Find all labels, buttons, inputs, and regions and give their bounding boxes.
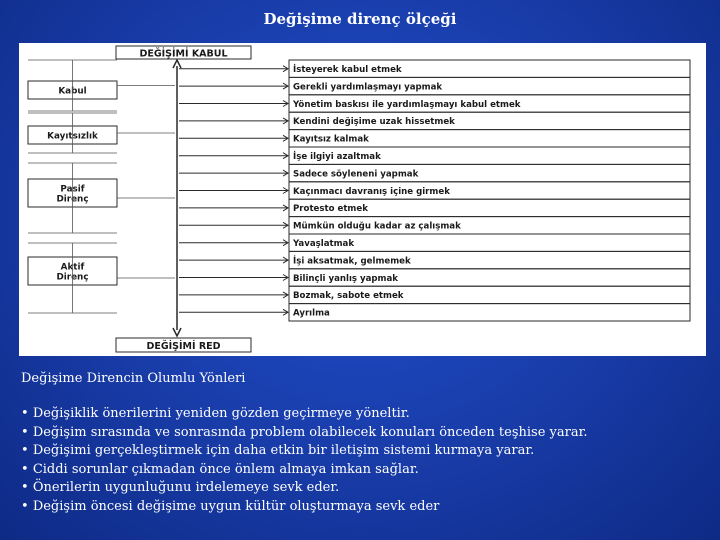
bullet-item: • Değişim sırasında ve sonrasında problem olabilecek konuları önceden teşhise yarar. bbox=[21, 424, 588, 443]
behavior-label: İşi aksatmak, gelmemek bbox=[293, 256, 411, 267]
behavior-label: İsteyerek kabul etmek bbox=[293, 65, 402, 75]
behavior-label: Bilinçli yanlış yapmak bbox=[293, 273, 399, 284]
category-label: Kayıtsızlık bbox=[47, 131, 98, 142]
behavior-label: Mümkün olduğu kadar az çalışmak bbox=[293, 221, 461, 232]
behavior-label: Gerekli yardımlaşmayı yapmak bbox=[293, 82, 443, 93]
diagram-canvas bbox=[19, 43, 706, 356]
behavior-label: Sadece söyleneni yapmak bbox=[293, 169, 419, 180]
bottom-label: DEĞİŞİMİ RED bbox=[146, 341, 221, 352]
behavior-label: Ayrılma bbox=[293, 308, 330, 319]
top-label: DEĞİŞİMİ KABUL bbox=[139, 48, 228, 60]
behavior-label: Kendini değişime uzak hissetmek bbox=[293, 117, 455, 128]
positive-aspects-heading: Değişime Direncin Olumlu Yönleri bbox=[21, 371, 246, 386]
category-label: Direnç bbox=[56, 272, 89, 283]
bullet-item: • Önerilerin uygunluğunu irdelemeye sevk eder. bbox=[21, 479, 588, 498]
behavior-label: Yönetim baskısı ile yardımlaşmayı kabul etmek bbox=[293, 99, 521, 110]
bullet-item: • Ciddi sorunlar çıkmadan önce önlem almaya imkan sağlar. bbox=[21, 461, 588, 480]
behavior-label: Bozmak, sabote etmek bbox=[293, 291, 404, 302]
behavior-label: Kayıtsız kalmak bbox=[293, 134, 369, 145]
bullet-item: • Değişiklik önerilerini yeniden gözden geçirmeye yöneltir. bbox=[21, 405, 588, 424]
bullet-item: • Değişimi gerçekleştirmek için daha etkin bir iletişim sistemi kurmaya yarar. bbox=[21, 442, 588, 461]
behavior-label: İşe ilgiyi azaltmak bbox=[293, 152, 381, 162]
category-label: Direnç bbox=[56, 194, 89, 205]
category-label: Pasif bbox=[60, 184, 85, 195]
behavior-row bbox=[289, 304, 690, 321]
category-label: Aktif bbox=[60, 262, 85, 273]
behavior-label: Kaçınmacı davranış içine girmek bbox=[293, 186, 450, 197]
positive-aspects-list bbox=[21, 405, 588, 517]
bullet-item: • Değişim öncesi değişime uygun kültür oluşturmaya sevk eder bbox=[21, 498, 588, 517]
behavior-label: Yavaşlatmak bbox=[293, 239, 355, 249]
behavior-label: Protesto etmek bbox=[293, 204, 368, 215]
slide-title: Değişime direnç ölçeği bbox=[263, 10, 457, 28]
resistance-scale-diagram bbox=[19, 43, 706, 356]
category-label: Kabul bbox=[58, 86, 87, 97]
